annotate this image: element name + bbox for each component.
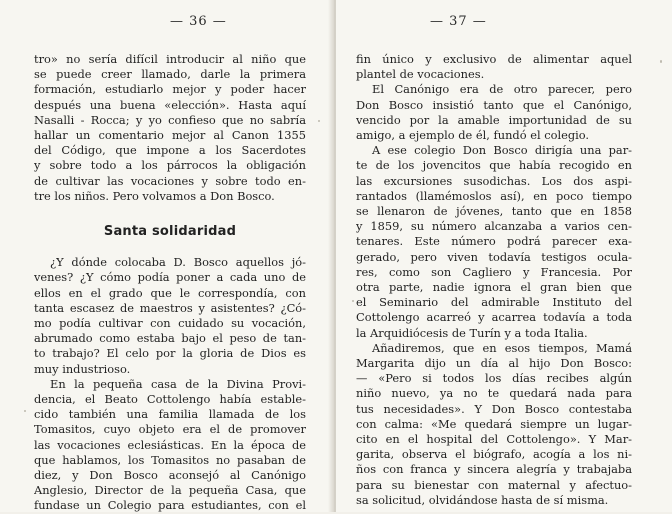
text-line: las vocaciones eclesiásticas. En la época de xyxy=(34,437,306,452)
left-text-block xyxy=(34,52,306,514)
text-line: rantados (llamémoslos así), en poco tiempo xyxy=(356,188,632,203)
text-line: tanta escasez de maestros y asistentes? ¿Có- xyxy=(34,300,306,315)
text-line: Añadiremos, que en esos tiempos, Mamá xyxy=(372,340,632,355)
text-line: garita, observa el biógrafo, acogía a los ni- xyxy=(356,447,632,462)
text-line: de cultivar las vocaciones y sobre todo en- xyxy=(34,173,306,188)
left-page xyxy=(0,0,334,512)
text-line: El Canónigo era de otro parecer, pero xyxy=(372,82,632,97)
section-heading: Santa solidaridad xyxy=(103,224,237,240)
right-page xyxy=(336,0,672,512)
text-line: ños con franca y sincera alegría y trabajaba xyxy=(356,462,632,477)
text-line: tro» no sería difícil introducir al niño que xyxy=(34,52,306,66)
paper-speck xyxy=(352,300,354,302)
text-line: con calma: «Me quedará siempre un lugar- xyxy=(356,416,632,431)
text-line: tre los niños. Pero volvamos a Don Bosco. xyxy=(34,188,275,203)
page-number-left: — 36 — xyxy=(170,14,227,29)
text-line: Don Bosco insistió tanto que el Canónigo, xyxy=(356,97,632,112)
text-line: las excursiones susodichas. Los dos aspi- xyxy=(356,173,632,188)
text-line: y 1859, su número alcanzaba a varios cen- xyxy=(356,219,632,234)
text-line: muy industrioso. xyxy=(34,361,131,376)
text-line: plantel de vocaciones. xyxy=(356,67,485,82)
text-line: ¿Y dónde colocaba D. Bosco aquellos jó- xyxy=(50,255,306,270)
text-line: para su bienestar con maternal y afectuo- xyxy=(356,477,632,492)
text-line: tus necesidades». Y Don Bosco contestaba xyxy=(356,401,632,416)
text-line: y sobre todo a los párrocos la obligación xyxy=(34,158,306,173)
text-line: hallar un comentario mejor al Canon 1355 xyxy=(34,128,306,143)
paper-speck xyxy=(660,60,662,63)
text-line: mo podía cultivar con cuidado su vocación, xyxy=(34,316,306,331)
text-line: Margarita dijo un día al hijo Don Bosco: xyxy=(356,356,632,371)
text-line: — «Pero si todos los días recibes algún xyxy=(356,371,632,386)
text-line: res, como son Cagliero y Francesia. Por xyxy=(356,264,632,279)
text-line: el Seminario del admirable Instituto del xyxy=(356,295,632,310)
text-line: dencia, el Beato Cottolengo había estable- xyxy=(34,392,306,407)
text-line: En la pequeña casa de la Divina Provi- xyxy=(50,376,306,391)
text-line: formación, estudiarlo mejor y poder hacer xyxy=(34,82,306,97)
text-line: del Código, que impone a los Sacerdotes xyxy=(34,143,306,158)
text-line: amigo, a ejemplo de él, fundó el colegio. xyxy=(356,128,590,143)
text-line: Anglesio, Director de la pequeña Casa, que xyxy=(34,483,306,498)
text-line: ellos en el grado que le correspondía, con xyxy=(34,285,306,300)
text-line: cito en el hospital del Cottolengo». Y Mar- xyxy=(356,432,632,447)
text-line: se puede creer llamado, darle la primera xyxy=(34,67,306,82)
paper-speck xyxy=(24,410,26,412)
text-line: venes? ¿Y cómo podía poner a cada uno de xyxy=(34,270,306,285)
text-line: otra parte, nadie ignora el gran bien que xyxy=(356,280,632,295)
text-line: gerado, pero viven todavía testigos ocula- xyxy=(356,249,632,264)
text-line: A ese colegio Don Bosco dirigía una par- xyxy=(372,143,632,158)
text-line: fundase un Colegio para estudiantes, con el xyxy=(34,498,306,513)
right-text-block xyxy=(356,52,632,508)
text-line: to trabajo? El celo por la gloria de Dios es xyxy=(34,346,306,361)
text-line: fin único y exclusivo de alimentar aquel xyxy=(356,52,632,66)
text-line: Tomasitos, cuyo objeto era el de promover xyxy=(34,422,306,437)
text-line: cido también una familia llamada de los xyxy=(34,407,306,422)
text-line: se llenaron de jóvenes, tanto que en 1858 xyxy=(356,204,632,219)
text-line: Cottolengo acarreó y acarrea todavía a toda xyxy=(356,310,632,325)
text-line: diez, y Don Bosco aconsejó al Canónigo xyxy=(34,468,306,483)
page-number-right: — 37 — xyxy=(430,14,487,29)
text-line: niño nuevo, ya no te quedará nada para xyxy=(356,386,632,401)
text-line: la Arquidiócesis de Turín y a toda Italia. xyxy=(356,325,588,340)
text-line: te de los jovencitos que había recogido en xyxy=(356,158,632,173)
text-line: tenares. Este número podrá parecer exa- xyxy=(356,234,632,249)
text-line: abrumado como estaba bajo el peso de tan- xyxy=(34,331,306,346)
text-line: sa solicitud, olvidándose hasta de sí misma. xyxy=(356,492,609,507)
text-line: vencido por la amable importunidad de su xyxy=(356,112,632,127)
text-line: que hablamos, los Tomasitos no pasaban de xyxy=(34,452,306,467)
text-line: después una buena «elección». Hasta aquí xyxy=(34,97,306,112)
text-line: Nasalli - Rocca; y yo confieso que no sabría xyxy=(34,112,306,127)
paper-speck xyxy=(318,120,320,122)
